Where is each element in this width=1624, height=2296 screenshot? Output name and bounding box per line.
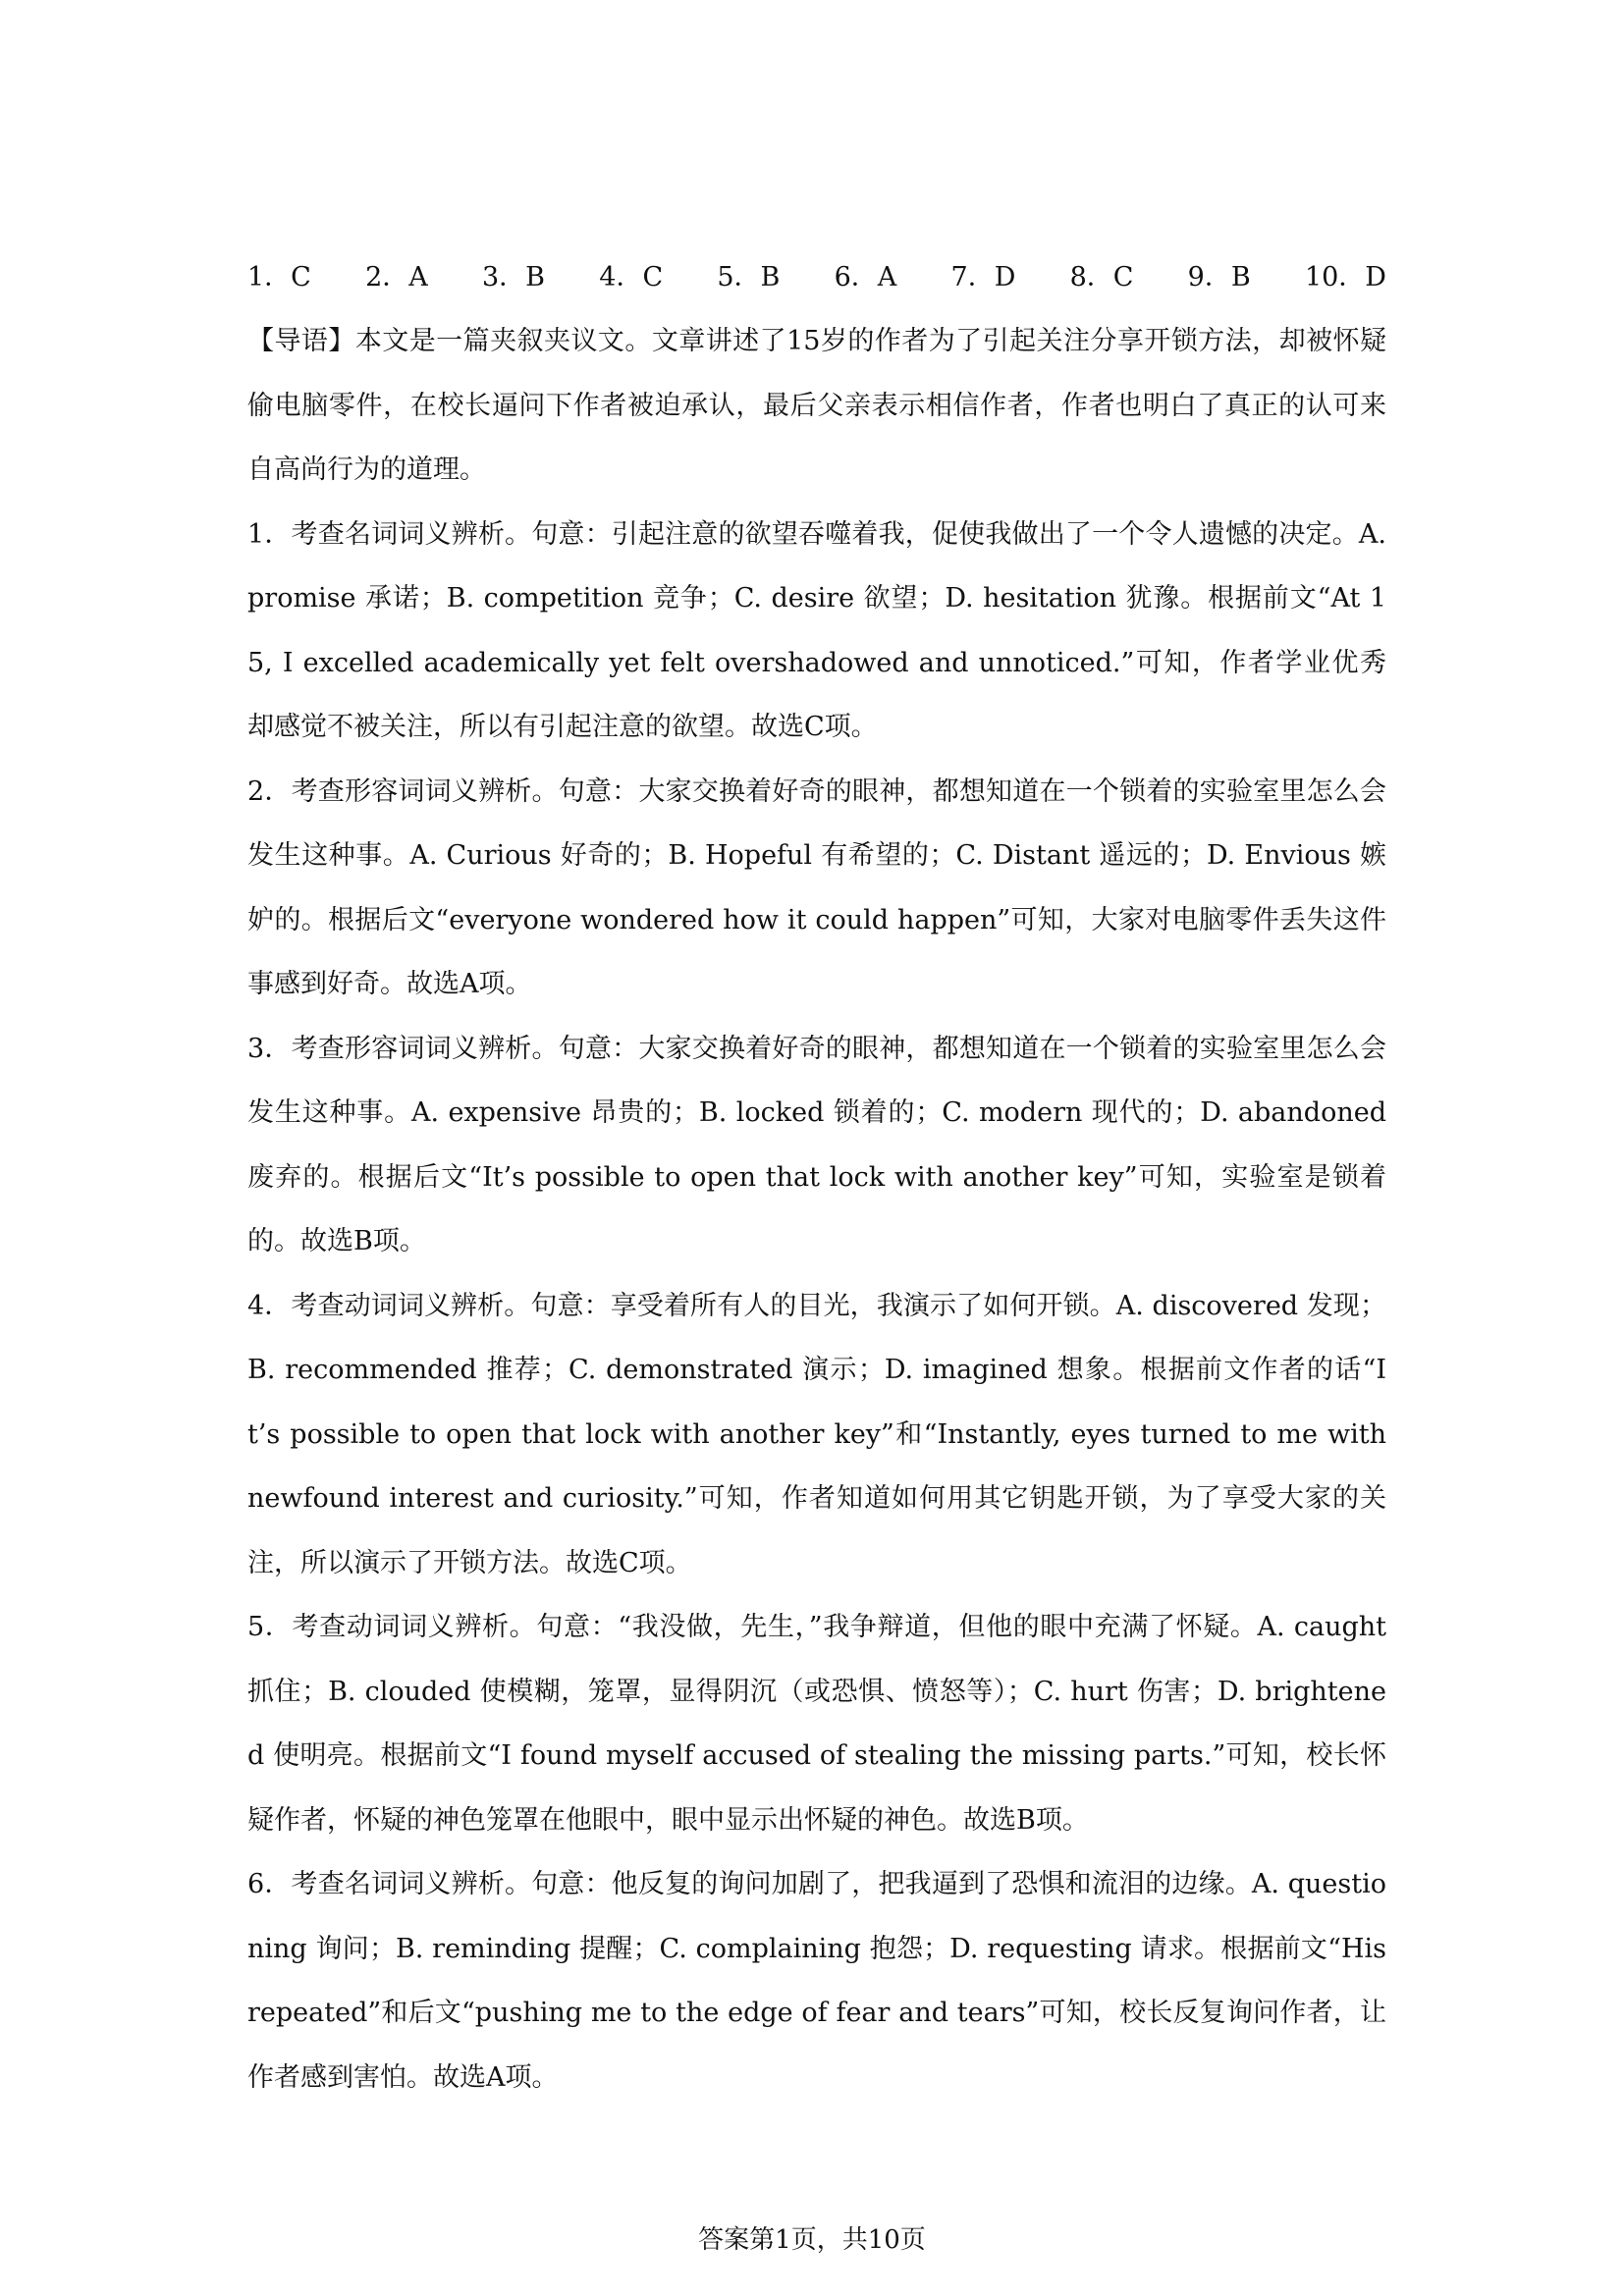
answer-item: 2．A [365,262,428,293]
answer-item: 7．D [950,262,1016,293]
answer-page [247,245,1386,2109]
page-footer: 答案第1页，共10页 [698,2225,926,2255]
explanation-5: 5．考查动词词义辨析。句意：“我没做，先生，”我争辩道，但他的眼中充满了怀疑。A. caught 抓住；B. clouded 使模糊，笼罩，显得阴沉（或恐惧、愤怒等）；C. hurt 伤害；D. brightened 使明亮。根据前文“I found myself accused of stealing the missing parts.”可知，校长怀疑作者，怀疑的神色笼罩在他眼中，眼中显示出怀疑的神色。故选B项。 [247,1612,1386,1836]
answer-item: 10．D [1304,262,1386,293]
explanation-4: 4．考查动词词义辨析。句意：享受着所有人的目光，我演示了如何开锁。A. discovered 发现；B. recommended 推荐；C. demonstrated 演示；D. imagined 想象。根据前文作者的话“It’s possible to open that lock with another key”和“Instantly, eyes turned to me with newfound interest and curiosity.”可知，作者知道如何用其它钥匙开锁，为了享受大家的关注，所以演示了开锁方法。故选C项。 [247,1290,1386,1578]
answer-item: 8．C [1069,262,1134,293]
answer-item: 6．A [834,262,897,293]
explanation-2: 2．考查形容词词义辨析。句意：大家交换着好奇的眼神，都想知道在一个锁着的实验室里怎么会发生这种事。A. Curious 好奇的；B. Hopeful 有希望的；C. Distant 遥远的；D. Envious 嫉妒的。根据后文“everyone wondered how it could happen”可知，大家对电脑零件丢失这件事感到好奇。故选A项。 [247,775,1386,999]
answer-key-row [247,245,1386,309]
explanation-3: 3．考查形容词词义辨析。句意：大家交换着好奇的眼神，都想知道在一个锁着的实验室里怎么会发生这种事。A. expensive 昂贵的；B. locked 锁着的；C. modern 现代的；D. abandoned 废弃的。根据后文“It’s possible to open that lock with another key”可知，实验室是锁着的。故选B项。 [247,1033,1386,1256]
explanation-1: 1．考查名词词义辨析。句意：引起注意的欲望吞噬着我，促使我做出了一个令人遗憾的决定。A. promise 承诺；B. competition 竞争；C. desire 欲望；D. hesitation 犹豫。根据前文“At 15, I excelled academically yet felt overshadowed and unnoticed.”可知，作者学业优秀却感觉不被关注，所以有引起注意的欲望。故选C项。 [247,518,1386,742]
explanation-6: 6．考查名词词义辨析。句意：他反复的询问加剧了，把我逼到了恐惧和流泪的边缘。A. questioning 询问；B. reminding 提醒；C. complaining 抱怨；D. requesting 请求。根据前文“His repeated”和后文“pushing me to the edge of fear and tears”可知，校长反复询问作者，让作者感到害怕。故选A项。 [247,1869,1386,2093]
intro-paragraph: 【导语】本文是一篇夹叙夹议文。文章讲述了15岁的作者为了引起关注分享开锁方法，却被怀疑偷电脑零件，在校长逼问下作者被迫承认，最后父亲表示相信作者，作者也明白了真正的认可来自高尚行为的道理。 [247,326,1386,485]
answer-item: 4．C [599,262,664,293]
answer-item: 1．C [247,262,311,293]
answer-item: 3．B [482,262,546,293]
answer-item: 9．B [1187,262,1251,293]
answer-item: 5．B [717,262,781,293]
